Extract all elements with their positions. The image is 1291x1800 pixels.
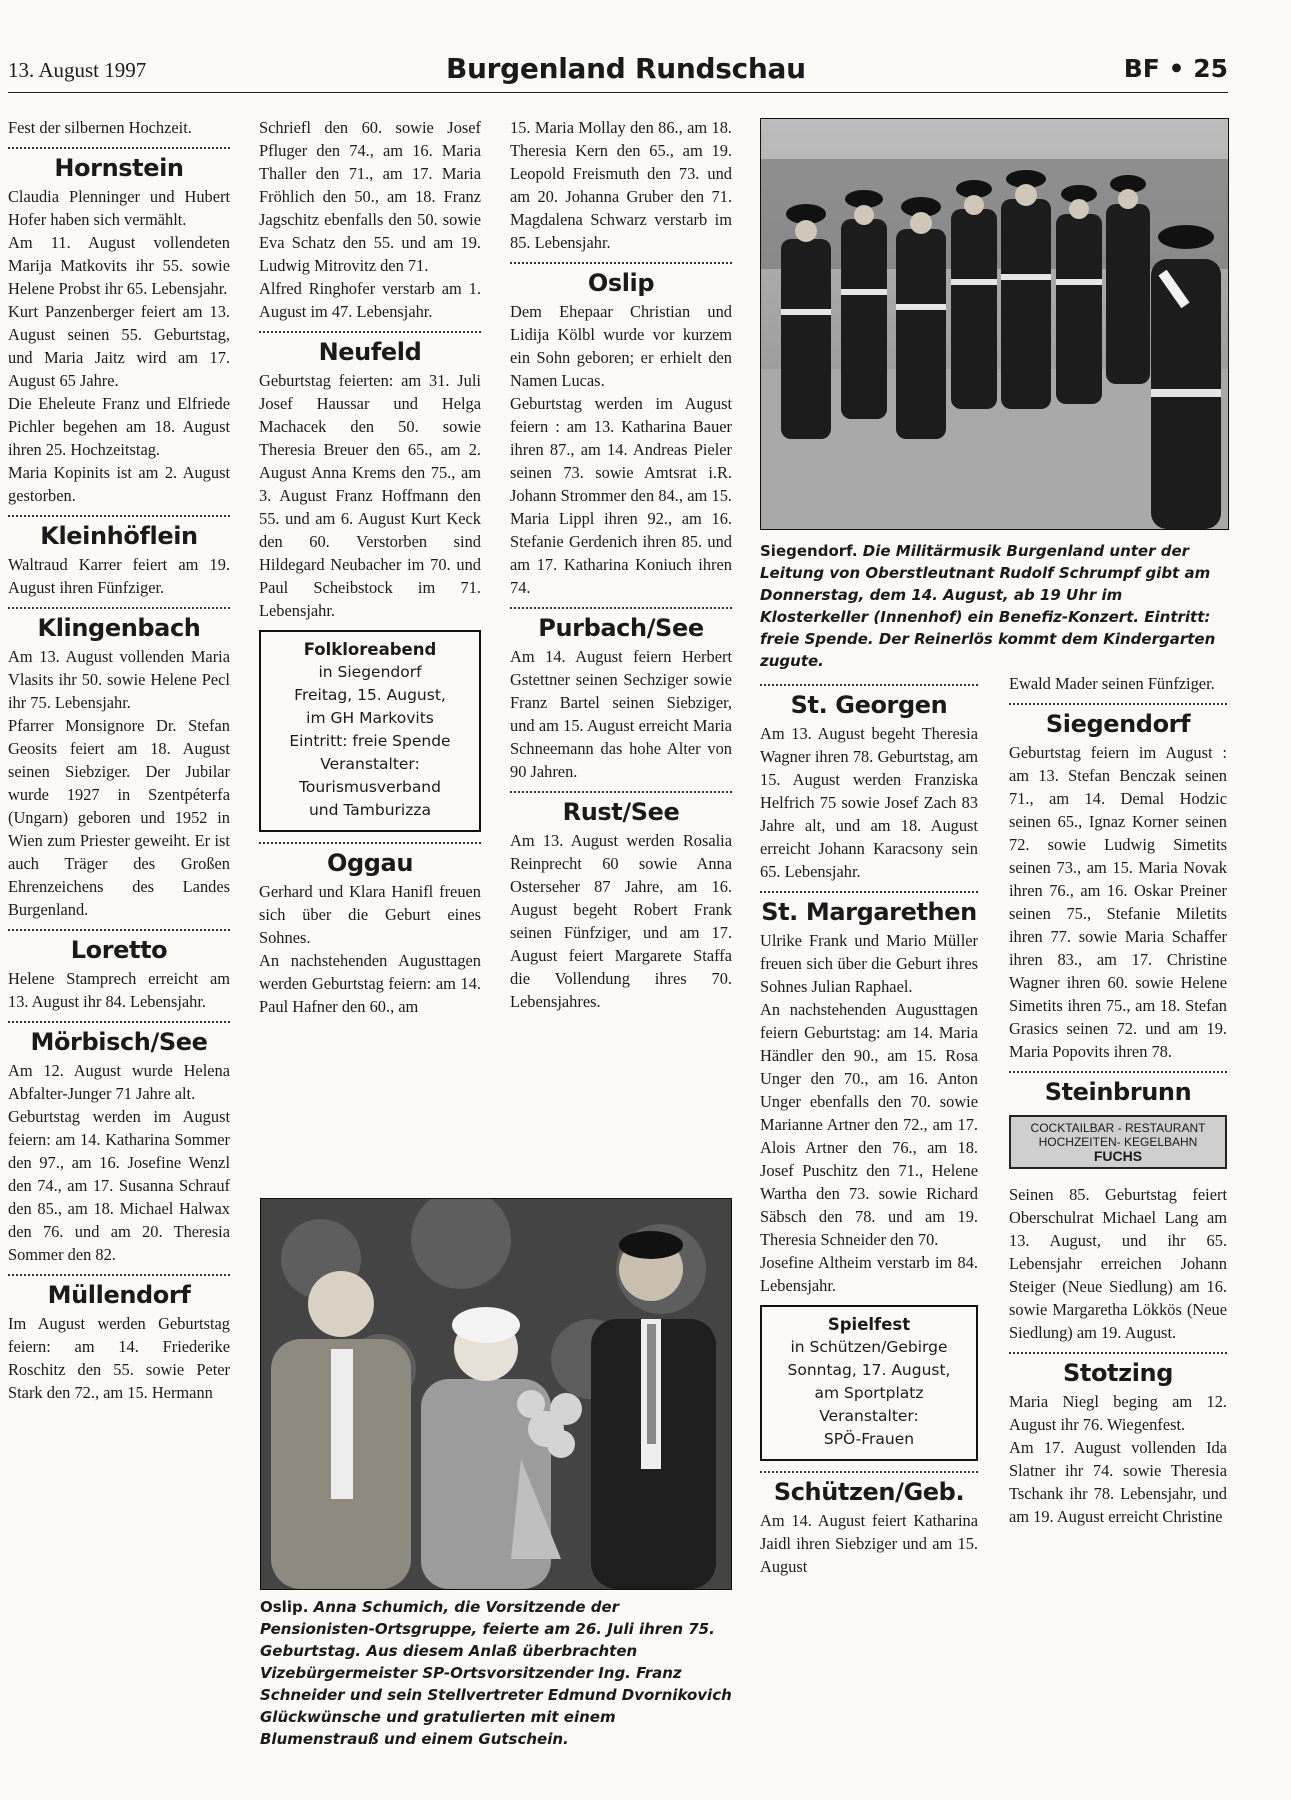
heading-oslip: Oslip	[587, 269, 655, 297]
event-box-line: am Sportplatz	[814, 1384, 924, 1402]
dotted-divider	[8, 147, 230, 149]
article-text: Geburtstag feiern im August : am 13. Stefan Benczak seinen 71., am 14. Demal Hodzic seinen 65., Ignaz Korner seinen 72. sowie Ludwig Simetits seinen 73., am 15. Maria Novak ihren 76., am 16. Oskar Preiner seinen 75., Stefanie Miletits ihren 77. sowie Maria Schaffer ihren 83., am 17. Christine Wagner ihren 60. sowie Helene Simetits ihren 75., am 18. Stefan Grasics seinen 72. und am 19. Maria Popovits ihren 78.	[1009, 743, 1227, 1061]
article-text: Am 13. August werden Rosalia Reinprecht 60 sowie Anna Osterseher 87 Jahre, am 16. August begeht Robert Frank seinen Fünfziger, und am 17. August feiert Margarete Staffa die Vollendung ihres 70. Lebensjahres.	[510, 831, 732, 1011]
dotted-divider	[510, 607, 732, 609]
heading-klingenbach: Klingenbach	[37, 614, 201, 642]
heading-kleinhoeflein: Kleinhöflein	[40, 522, 198, 550]
dotted-divider	[510, 791, 732, 793]
heading-stotzing: Stotzing	[1063, 1359, 1173, 1387]
event-box-line: in Schützen/Gebirge	[790, 1338, 948, 1356]
article-text: Im August werden Geburtstag feiern: am 14. Friederike Roschitz den 55. sowie Peter Stark den 72., am 15. Hermann	[8, 1314, 230, 1402]
heading-moerbisch: Mörbisch/See	[30, 1028, 208, 1056]
event-box-line: in Siegendorf	[318, 663, 422, 681]
event-box-folkloreabend	[259, 630, 481, 832]
event-box-spielfest	[760, 1305, 978, 1461]
article-text: Schriefl den 60. sowie Josef Pfluger den 74., am 16. Maria Thaller den 71., am 17. Maria Fröhlich den 50., am 18. Franz Jagschitz ebenfalls den 50. sowie Eva Schatz den 55. und am 19. Ludwig Mitrovitz den 71.	[259, 118, 481, 275]
article-text: Die Eheleute Franz und Elfriede Pichler begehen am 18. August ihren 25. Hochzeitstag.	[8, 394, 230, 459]
article-text: 15. Maria Mollay den 86., am 18. Theresia Kern den 65., am 19. Leopold Freismuth den 73. und am 20. Johanna Gruber den 71. Magdalena Schwarz verstarb im 85. Lebensjahr.	[510, 118, 732, 252]
article-text: An nachstehenden Augusttagen werden Geburtstag feiern: am 14. Paul Hafner den 60., am	[259, 951, 481, 1016]
photo-military-band	[760, 118, 1229, 530]
dotted-divider	[760, 891, 978, 893]
dotted-divider	[259, 331, 481, 333]
article-text: Kurt Panzenberger feiert am 13. August seinen 55. Geburtstag, und Maria Jaitz wird am 17. August 65 Jahre.	[8, 302, 230, 390]
article-text: Helene Stamprech erreicht am 13. August ihr 84. Lebensjahr.	[8, 969, 230, 1011]
dotted-divider	[760, 1471, 978, 1473]
article-text: Am 14. August feiern Herbert Gstettner seinen Sechziger sowie Franz Bartel seinen Siebziger, und am 15. August erreicht Maria Schneemann das hohe Alter von 90 Jahren.	[510, 647, 732, 781]
article-text: Am 12. August wurde Helena Abfalter-Junger 71 Jahre alt.	[8, 1061, 230, 1103]
dotted-divider	[8, 515, 230, 517]
column-1	[8, 116, 230, 1404]
article-text: Fest der silbernen Hochzeit.	[8, 118, 192, 137]
heading-schuetzen: Schützen/Geb.	[773, 1478, 965, 1506]
heading-loretto: Loretto	[70, 936, 168, 964]
article-text: Geburtstag feierten: am 31. Juli Josef Haussar und Helga Machacek den 50. sowie Theresia Breuer den 65., am 2. August Anna Krems den 75., am 3. August Franz Hoffmann den 55. und am 6. August Kurt Keck den 60. Verstorben sind Hildegard Neubacher im 70. und Paul Scheibstock im 71. Lebensjahr.	[259, 371, 481, 620]
heading-steinbrunn: Steinbrunn	[1044, 1078, 1192, 1106]
photo-caption-siegendorf	[760, 540, 1227, 672]
article-text: Geburtstag werden im August feiern: am 14. Katharina Sommer den 97., am 16. Josefine Wenzl den 74., am 17. Susanna Schrauf den 85., am 18. Michael Halwax den 76. und am 20. Theresia Sommer den 82.	[8, 1107, 230, 1264]
heading-oggau: Oggau	[326, 849, 414, 877]
article-text: Ewald Mader seinen Fünfziger.	[1009, 674, 1215, 693]
event-box-line: Sonntag, 17. August,	[787, 1361, 951, 1379]
dotted-divider	[8, 1021, 230, 1023]
event-box-line: SPÖ-Frauen	[823, 1430, 915, 1448]
article-text: Waltraud Karrer feiert am 19. August ihren Fünfziger.	[8, 555, 230, 597]
caption-lead: Siegendorf.	[760, 542, 858, 560]
column-2	[259, 116, 481, 1018]
heading-st-margarethen: St. Margarethen	[761, 898, 977, 926]
heading-neufeld: Neufeld	[318, 338, 422, 366]
dotted-divider	[510, 262, 732, 264]
photo-oslip-celebration	[260, 1198, 732, 1590]
dotted-divider	[1009, 1352, 1227, 1354]
article-text: Am 11. August vollendeten Marija Matkovits ihr 55. sowie Helene Probst ihr 65. Lebensjahr.	[8, 233, 230, 298]
heading-hornstein: Hornstein	[54, 154, 184, 182]
advertisement-fuchs	[1009, 1115, 1227, 1169]
article-text: Am 13. August vollenden Maria Vlasits ihr 50. sowie Helene Pecl ihr 75. Lebensjahr.	[8, 647, 230, 712]
article-text: Seinen 85. Geburtstag feiert Oberschulrat Michael Lang am 13. August, und ihr 65. Lebensjahr erreichen Johann Steiger (Neue Siedlung) am 16. sowie Margaretha Lökkös (Neue Siedlung) am 19. August.	[1009, 1185, 1227, 1342]
article-text: Gerhard und Klara Hanifl freuen sich über die Geburt eines Sohnes.	[259, 882, 481, 947]
issue-date: 13. August 1997	[8, 58, 147, 82]
article-text: Pfarrer Monsignore Dr. Stefan Geosits feiert am 18. August seinen Siebziger. Der Jubilar wurde 1927 in Szentpéterfa (Ungarn) geboren und 1952 in Wien zum Priester geweiht. Er ist auch Träger des Großen Ehrenzeichens des Landes Burgenland.	[8, 716, 230, 919]
event-box-line: Veranstalter:	[819, 1407, 919, 1425]
article-text: Maria Niegl beging am 12. August ihr 76. Wiegenfest.	[1009, 1392, 1227, 1434]
article-text: Dem Ehepaar Christian und Lidija Kölbl wurde vor kurzem ein Sohn geboren; er erhielt den Namen Lucas.	[510, 302, 732, 390]
page-number: BF • 25	[1123, 54, 1228, 83]
dotted-divider	[8, 1274, 230, 1276]
dotted-divider	[259, 842, 481, 844]
article-text: Maria Kopinits ist am 2. August gestorben.	[8, 463, 230, 505]
dotted-divider	[8, 607, 230, 609]
event-box-line: Freitag, 15. August,	[294, 686, 446, 704]
article-text: Am 17. August vollenden Ida Slatner ihr 74. sowie Theresia Tschank ihr 78. Lebensjahr, und am 19. August erreicht Christine	[1009, 1438, 1227, 1526]
article-text: Claudia Plenninger und Hubert Hofer haben sich vermählt.	[8, 187, 230, 229]
heading-st-georgen: St. Georgen	[790, 691, 948, 719]
ad-name: FUCHS	[1093, 1148, 1143, 1164]
dotted-divider	[1009, 703, 1227, 705]
ad-line: COCKTAILBAR - RESTAURANT	[1030, 1121, 1206, 1135]
dotted-divider	[8, 929, 230, 931]
oslip-celebration-image	[261, 1199, 731, 1589]
caption-text: Anna Schumich, die Vorsitzende der Pensionisten-Ortsgruppe, feierte am 26. Juli ihren 75. Geburtstag. Aus diesem Anlaß überbrachten Vizebürgermeister SP-Ortsvorsitzender Ing. Franz Schneider und sein Stellvertreter Edmund Dvornikovich Glückwünsche und gratulierten mit einem Blumenstrauß und einem Gutschein.	[260, 1598, 732, 1748]
event-box-line: im GH Markovits	[306, 709, 434, 727]
heading-purbach: Purbach/See	[538, 614, 704, 642]
event-box-line: und Tamburizza	[308, 801, 432, 819]
event-box-title: Folkloreabend	[303, 640, 437, 659]
article-text: Josefine Altheim verstarb im 84. Lebensjahr.	[760, 1253, 978, 1295]
column-3	[510, 116, 732, 1013]
article-text: Am 14. August feiert Katharina Jaidl ihren Siebziger und am 15. August	[760, 1511, 978, 1576]
column-4	[760, 676, 978, 1578]
heading-siegendorf: Siegendorf	[1045, 710, 1191, 738]
column-5	[1009, 672, 1227, 1528]
ad-line: HOCHZEITEN- KEGELBAHN	[1038, 1135, 1198, 1149]
article-text: An nachstehenden Augusttagen feiern Geburtstag: am 14. Maria Händler den 90., am 15. Rosa Unger den 70., am 16. Anton Unger ebenfalls den 70. sowie Marianne Artner den 72., am 17. Alois Artner den 76., am 18. Josef Puschitz den 71., Helene Wartha den 73. sowie Richard Säbsch den 78. und am 19. Theresia Schneider den 70.	[760, 1000, 978, 1249]
newspaper-title: Burgenland Rundschau	[446, 52, 806, 85]
event-box-line: Tourismusverband	[299, 778, 441, 796]
heading-muellendorf: Müllendorf	[47, 1281, 191, 1309]
caption-lead: Oslip.	[260, 1598, 309, 1616]
article-text: Ulrike Frank und Mario Müller freuen sich über die Geburt ihres Sohnes Julian Raphael.	[760, 931, 978, 996]
page-header	[8, 54, 1228, 93]
dotted-divider	[760, 684, 978, 686]
dotted-divider	[1009, 1071, 1227, 1073]
military-band-image	[761, 119, 1228, 529]
event-box-title: Spielfest	[827, 1315, 911, 1334]
article-text: Geburtstag werden im August feiern : am 13. Katharina Bauer ihren 87., am 14. Andreas Pieler seinen 73. sowie Amtsrat i.R. Johann Strommer den 84., am 15. Maria Lippl ihren 92., am 16. Stefanie Gerdenich ihren 85. und am 17. Katharina Koniuch ihren 74.	[510, 394, 732, 597]
event-box-line: Veranstalter:	[320, 755, 420, 773]
article-text: Am 13. August begeht Theresia Wagner ihren 78. Geburtstag, am 15. August werden Franziska Helfrich 75 sowie Josef Zach 83 Jahre alt, und am 18. August erreicht Johann Karacsony sein 65. Lebensjahr.	[760, 724, 978, 881]
article-text: Alfred Ringhofer verstarb am 1. August im 47. Lebensjahr.	[259, 279, 481, 321]
event-box-line: Eintritt: freie Spende	[289, 732, 451, 750]
photo-caption-oslip	[260, 1596, 738, 1750]
heading-rust: Rust/See	[562, 798, 680, 826]
caption-text: Die Militärmusik Burgenland unter der Leitung von Oberstleutnant Rudolf Schrumpf gibt am Donnerstag, dem 14. August, ab 19 Uhr im Klosterkeller (Innenhof) ein Benefiz-Konzert. Eintritt: freie Spende. Der Reinerlös kommt dem Kindergarten zugute.	[760, 542, 1216, 670]
